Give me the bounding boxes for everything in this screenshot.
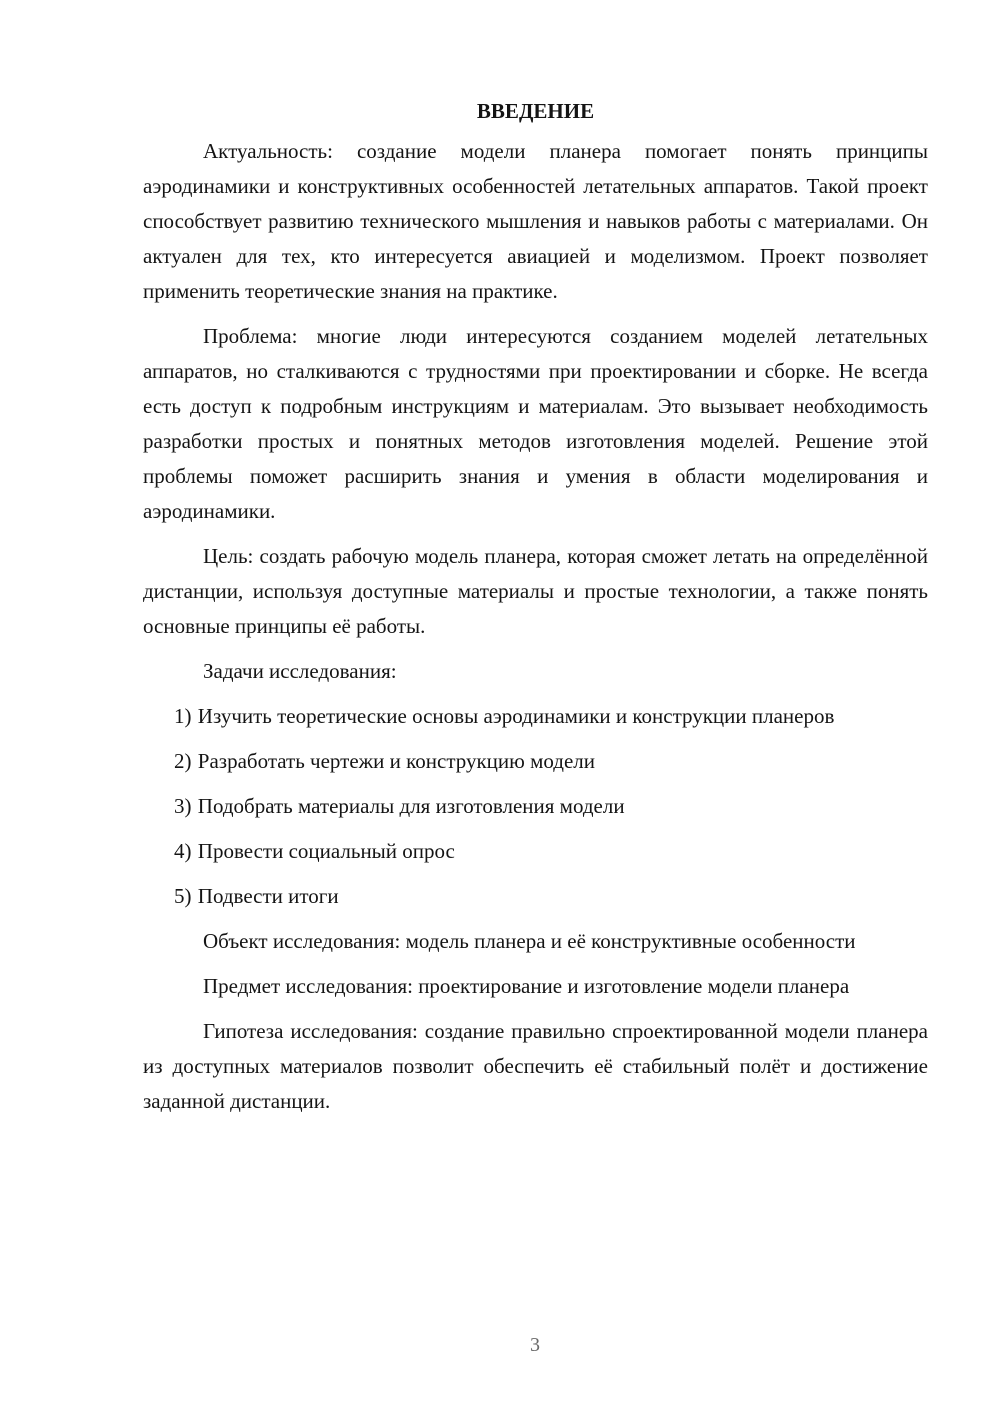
paragraph-problem: Проблема: многие люди интересуются созданием моделей летательных аппаратов, но сталкиваются с трудностями при проектировании и сборке. Не всегда есть доступ к подробным инструкциям и материалам. Это вызывает необходимость разработки простых и понятных методов изготовления моделей. Решение этой проблемы поможет расширить знания и умения в области моделирования и аэродинамики. — [143, 324, 928, 523]
document-page — [143, 96, 928, 1129]
list-item — [143, 744, 928, 779]
list-item-number: 1) — [174, 704, 192, 728]
list-item-text: Подвести итоги — [197, 884, 339, 908]
list-item-text: Разработать чертежи и конструкцию модели — [197, 749, 596, 773]
list-item — [143, 879, 928, 914]
tasks-list — [143, 699, 928, 914]
paragraph-object: Объект исследования: модель планера и её конструктивные особенности — [203, 929, 856, 953]
paragraph-goal: Цель: создать рабочую модель планера, которая сможет летать на определённой дистанции, используя доступные материалы и простые технологии, а также понять основные принципы её работы. — [143, 544, 928, 638]
paragraph-relevance: Актуальность: создание модели планера помогает понять принципы аэродинамики и конструктивных особенностей летательных аппаратов. Такой проект способствует развитию технического мышления и навыков работы с материалами. Он актуален для тех, кто интересуется авиацией и моделизмом. Проект позволяет применить теоретические знания на практике. — [143, 139, 928, 303]
list-item-number: 3) — [174, 794, 192, 818]
list-item — [143, 834, 928, 869]
list-item-number: 5) — [174, 884, 192, 908]
section-title: ВВЕДЕНИЕ — [476, 99, 595, 123]
list-item-number: 2) — [174, 749, 192, 773]
list-item-text: Провести социальный опрос — [197, 839, 455, 863]
paragraph-hypothesis: Гипотеза исследования: создание правильно спроектированной модели планера из доступных материалов позволит обеспечить её стабильный полёт и достижение заданной дистанции. — [143, 1019, 928, 1113]
list-item — [143, 789, 928, 824]
list-item-text: Изучить теоретические основы аэродинамики и конструкции планеров — [197, 704, 835, 728]
paragraph-subject: Предмет исследования: проектирование и изготовление модели планера — [203, 974, 850, 998]
list-item-number: 4) — [174, 839, 192, 863]
paragraph-tasks-heading: Задачи исследования: — [203, 659, 397, 683]
page-number: 3 — [530, 1334, 540, 1356]
list-item-text: Подобрать материалы для изготовления модели — [197, 794, 625, 818]
list-item — [143, 699, 928, 734]
